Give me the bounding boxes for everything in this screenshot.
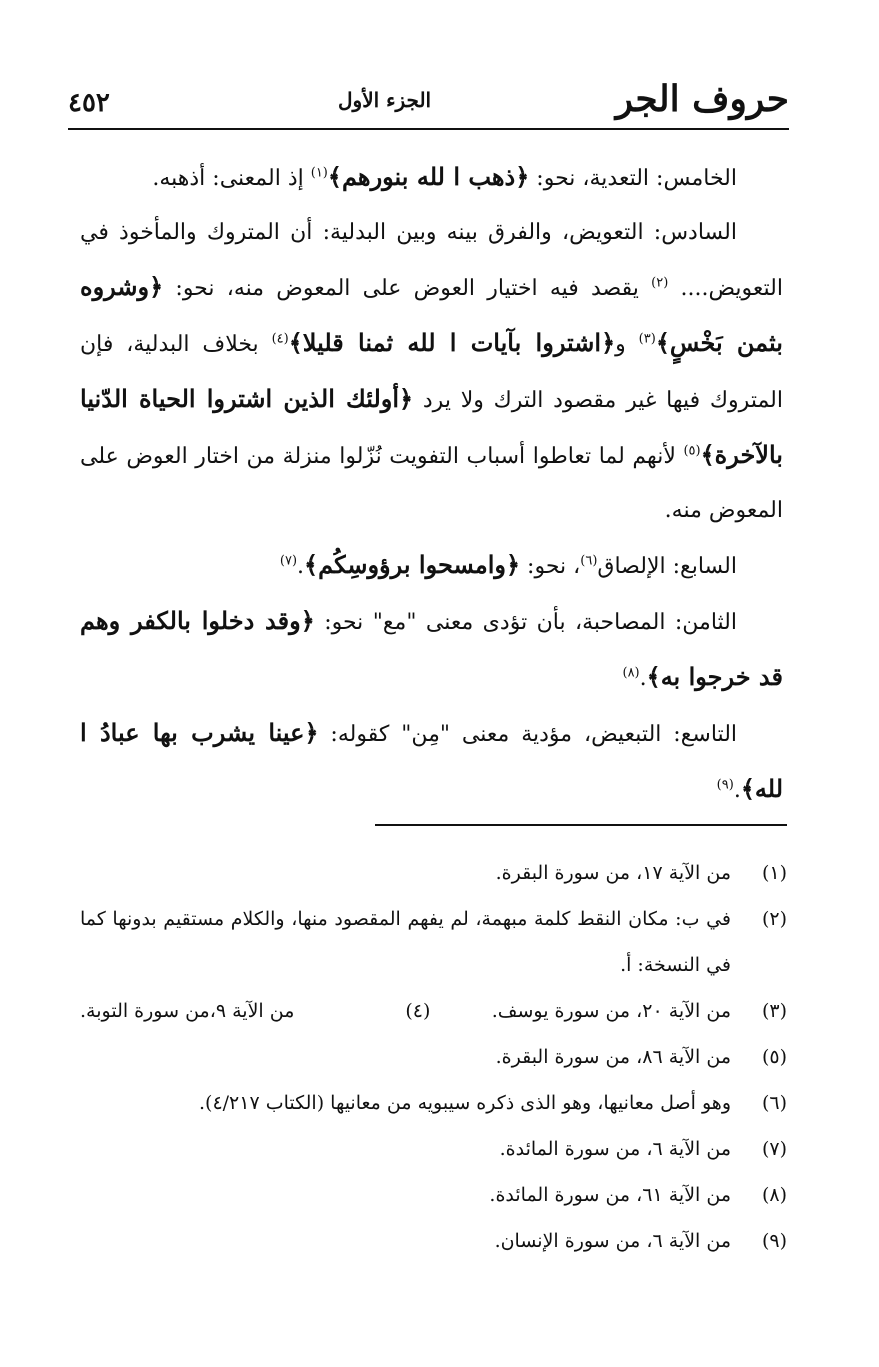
page-number: ٤٥٢	[68, 88, 110, 118]
footnote-ref: (٨)	[622, 665, 640, 681]
text-run: و	[615, 332, 639, 357]
footnote-number: (٨)	[761, 1184, 787, 1206]
text-run: .	[639, 666, 647, 691]
paragraph-eighth	[80, 594, 783, 706]
quran-quote: ﴿وامسحوا برؤوسِكُم﴾	[304, 550, 521, 579]
part-label: الجزء الأول	[338, 88, 432, 112]
text-run: .	[297, 554, 305, 579]
quran-quote: ﴿وشروه بثمن بَخْسٍ﴾	[80, 272, 783, 357]
footnote-ref: (٥)	[683, 443, 701, 459]
footnote-text: في ب: مكان النقط كلمة مبهمة، لم يفهم المقصود منها، والكلام مستقيم بدونها كما في النسخة: أ.	[80, 908, 731, 976]
footnote-ref: (٢)	[651, 275, 669, 291]
footnote-item	[80, 850, 787, 896]
footnote-text: من الآية ٨٦، من سورة البقرة.	[495, 1046, 731, 1068]
footnote-number: (١)	[761, 862, 787, 884]
text-run: .	[733, 778, 741, 803]
text-run: الخامس: التعدية، نحو:	[529, 166, 737, 191]
footnote-text: من الآية ١٧، من سورة البقرة.	[495, 862, 731, 884]
text-run: التاسع: التبعيض، مؤدية معنى "مِن" كقوله:	[318, 722, 738, 747]
text-run: لأنهم لما تعاطوا أسباب التفويت نُزّلوا منزلة من اختار العوض على المعوض منه.	[80, 444, 783, 523]
footnote-separator	[375, 824, 787, 826]
page-header	[68, 74, 789, 130]
footnote-text: وهو أصل معانيها، وهو الذى ذكره سيبويه من معانيها (الكتاب ٤/٢١٧).	[199, 1092, 731, 1114]
footnote-text: من الآية ٩،من سورة التوبة.	[80, 1000, 295, 1022]
text-run: يقصد فيه اختيار العوض على المعوض منه، نحو:	[163, 276, 652, 301]
footnote-number: (٤)	[405, 1000, 431, 1022]
paragraph-sixth	[80, 206, 783, 538]
footnote-ref: (٦)	[580, 553, 598, 569]
text-run: السابع: الإلصاق	[597, 554, 737, 579]
footnote-item	[80, 1080, 787, 1126]
footnote-item	[80, 1126, 787, 1172]
main-text	[80, 150, 783, 818]
footnote-number: (٥)	[761, 1046, 787, 1068]
footnote-ref: (٣)	[638, 331, 656, 347]
paragraph-ninth	[80, 706, 783, 818]
text-run: إذ المعنى: أذهبه.	[152, 166, 311, 191]
footnote-text: من الآية ٢٠، من سورة يوسف.	[491, 1000, 731, 1022]
header-rule	[68, 128, 789, 130]
quran-quote: ﴿اشتروا بآيات ا لله ثمنا قليلا﴾	[288, 328, 616, 357]
quran-quote: ﴿أولئك الذين اشتروا الحياة الدّنيا بالآخرة﴾	[80, 384, 783, 469]
footnote-ref: (٧)	[279, 553, 298, 569]
footnote-text: من الآية ٦، من سورة الإنسان.	[494, 1230, 731, 1252]
footnote-ref: (١)	[310, 165, 328, 181]
paragraph-fifth	[80, 150, 783, 206]
footnote-number: (٧)	[761, 1138, 787, 1160]
footnote-ref: (٤)	[271, 331, 289, 347]
text-run: الثامن: المصاحبة، بأن تؤدى معنى "مع" نحو:	[314, 610, 737, 635]
paragraph-seventh	[80, 538, 783, 594]
footnote-number: (٣)	[761, 1000, 787, 1022]
quran-quote: ﴿ذهب ا لله بنورهم﴾	[327, 162, 530, 191]
footnote-number: (٢)	[761, 908, 787, 930]
text-run: ، نحو:	[520, 554, 581, 579]
footnote-number: (٦)	[761, 1092, 787, 1114]
footnote-item	[80, 896, 787, 988]
footnote-item	[80, 1172, 787, 1218]
text-run: السادس: التعويض، والفرق بينه وبين البدلية: أن المتروك والمأخوذ في التعويض....	[80, 220, 783, 301]
footnote-ref: (٩)	[716, 777, 734, 793]
footnote-text: من الآية ٦، من سورة المائدة.	[499, 1138, 731, 1160]
footnotes	[80, 850, 787, 1264]
footnote-text: من الآية ٦١، من سورة المائدة.	[489, 1184, 731, 1206]
footnote-number: (٩)	[761, 1230, 787, 1252]
quran-quote: ﴿وقد دخلوا بالكفر وهم قد خرجوا به﴾	[80, 606, 783, 691]
footnote-item	[80, 1034, 787, 1080]
text-run: بخلاف البدلية، فإن المتروك فيها غير مقصود الترك ولا يرد	[80, 332, 783, 413]
footnote-item	[80, 988, 787, 1034]
chapter-title: حروف الجر	[615, 78, 789, 120]
footnote-item	[80, 1218, 787, 1264]
quran-quote: ﴿عينا يشرب بها عبادُ ا لله﴾	[80, 718, 783, 803]
